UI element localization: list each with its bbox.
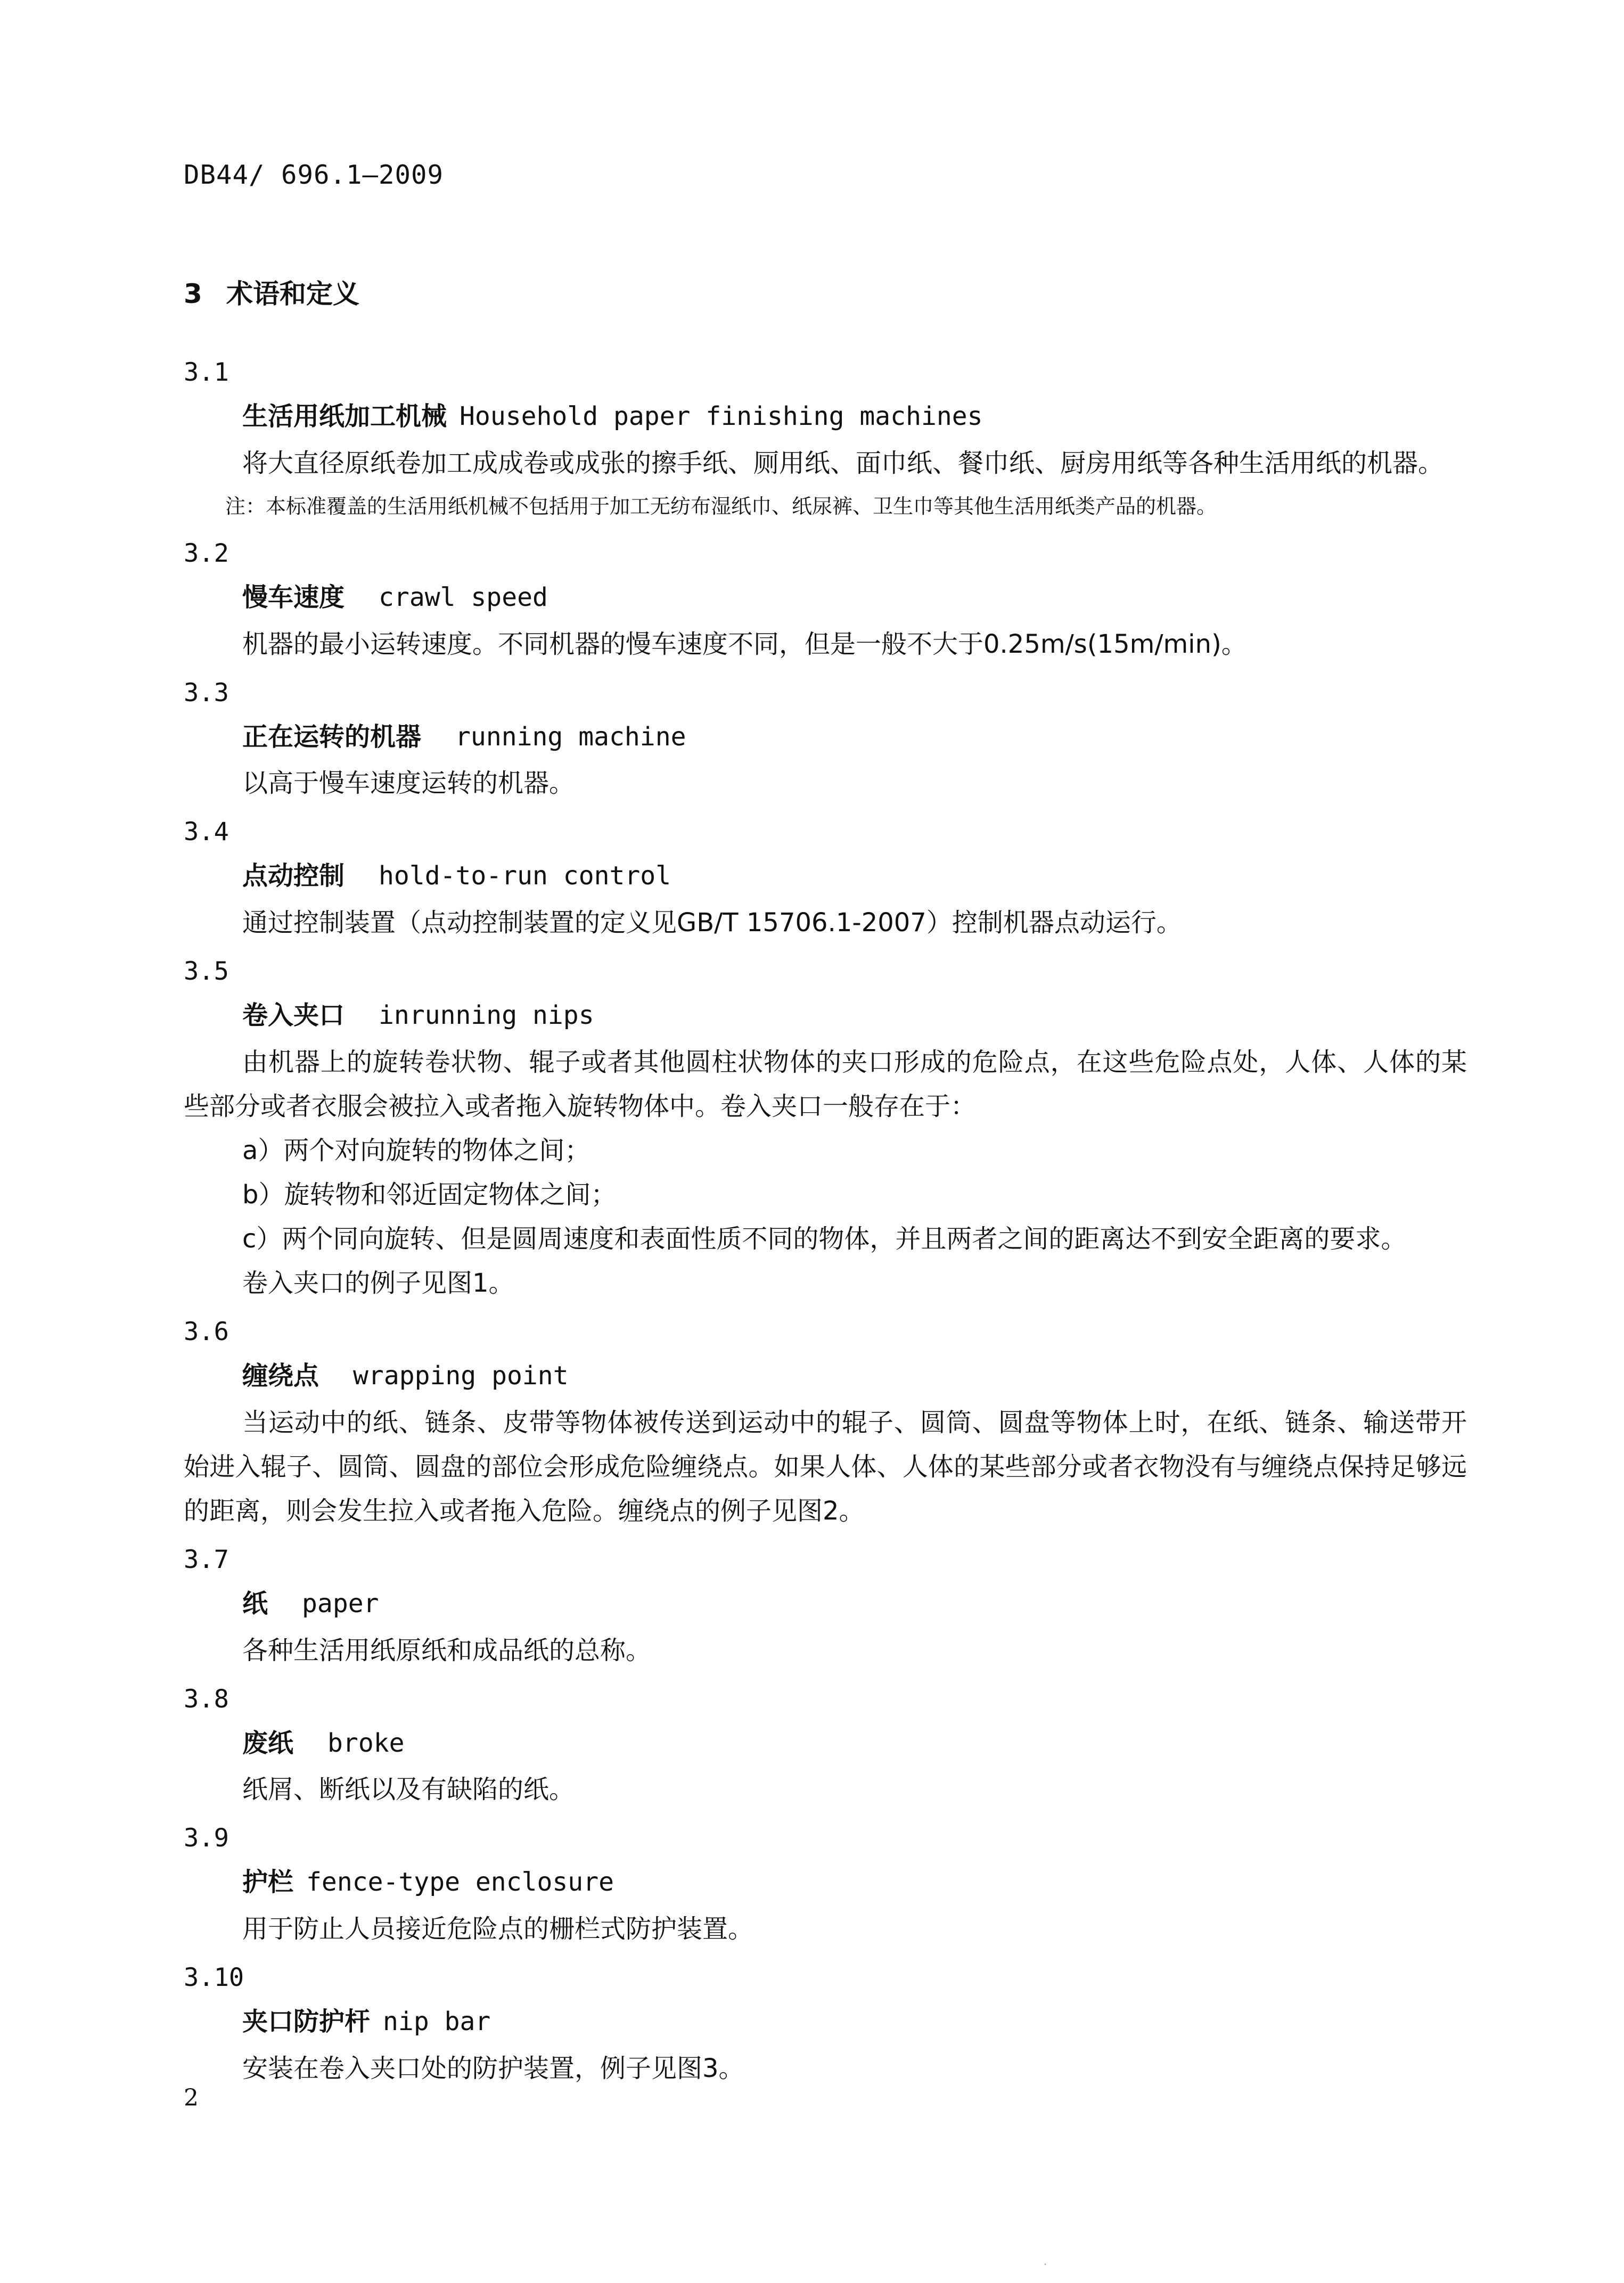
page-number: 2	[184, 2084, 199, 2112]
term-title-cn: 卷入夹口	[242, 1000, 345, 1031]
figure-reference: 卷入夹口的例子见图1。	[242, 1268, 514, 1298]
term-title	[184, 1729, 1467, 1758]
term-definition: 通过控制装置（点动控制装置的定义见GB/T 15706.1-2007）控制机器点动运行。	[242, 908, 1182, 938]
term-number: 3.7	[184, 1545, 229, 1574]
term-title	[184, 403, 1467, 431]
term-definition: 由机器上的旋转卷状物、辊子或者其他圆柱状物体的夹口形成的危险点，在这些危险点处，人体、人体的某些部分或者衣服会被拉入或者拖入旋转物体中。卷入夹口一般存在于：	[184, 1047, 1467, 1121]
term-title	[184, 1001, 1467, 1030]
term-definition: 纸屑、断纸以及有缺陷的纸。	[242, 1775, 575, 1805]
term-note: 注：本标准覆盖的生活用纸机械不包括用于加工无纺布湿纸巾、纸尿裤、卫生巾等其他生活用纸类产品的机器。	[225, 494, 1217, 518]
term-title-en: running machine	[455, 721, 686, 752]
term-title-en: Household paper finishing machines	[460, 401, 983, 431]
term-3-9	[184, 1826, 1467, 1951]
term-number: 3.3	[184, 678, 229, 708]
term-title	[184, 723, 1467, 751]
term-title-cn: 慢车速度	[242, 582, 345, 612]
term-title-cn: 生活用纸加工机械	[242, 401, 447, 431]
term-definition: 各种生活用纸原纸和成品纸的总称。	[242, 1635, 652, 1665]
term-title-cn: 点动控制	[242, 861, 345, 891]
term-3-5	[184, 959, 1467, 1305]
term-definition: 用于防止人员接近危险点的栅栏式防护装置。	[242, 1914, 754, 1944]
term-title-en: inrunning nips	[379, 1000, 594, 1031]
term-title-en: crawl speed	[379, 582, 548, 612]
term-title-en: wrapping point	[353, 1360, 569, 1391]
term-definition: 将大直径原纸卷加工成成卷或成张的擦手纸、厕用纸、面巾纸、餐巾纸、厨房用纸等各种生活用纸的机器。	[242, 448, 1444, 478]
term-3-3	[184, 680, 1467, 806]
scan-mark: .	[1044, 2255, 1047, 2268]
term-definition: 机器的最小运转速度。不同机器的慢车速度不同，但是一般不大于0.25m/s(15m/min)。	[242, 629, 1247, 659]
term-title-cn: 夹口防护杆	[242, 2007, 371, 2037]
term-title-en: broke	[327, 1728, 405, 1758]
list-item: b）旋转物和邻近固定物体之间；	[242, 1179, 617, 1210]
term-number: 3.2	[184, 538, 229, 568]
term-definition: 安装在卷入夹口处的防护装置，例子见图3。	[242, 2053, 744, 2083]
term-title-cn: 护栏	[242, 1867, 294, 1898]
section-title: 术语和定义	[226, 278, 359, 309]
term-3-1	[184, 360, 1467, 527]
term-number: 3.8	[184, 1684, 229, 1714]
list-item: c）两个同向旋转、但是圆周速度和表面性质不同的物体，并且两者之间的距离达不到安全距离的要求。	[242, 1223, 1407, 1254]
term-number: 3.4	[184, 817, 229, 847]
list-item: a）两个对向旋转的物体之间；	[242, 1135, 590, 1165]
term-title	[184, 1590, 1467, 1618]
term-title-cn: 正在运转的机器	[242, 721, 422, 752]
term-definition: 以高于慢车速度运转的机器。	[242, 768, 575, 799]
term-title-en: hold-to-run control	[379, 861, 671, 891]
section-number: 3	[184, 278, 202, 309]
term-number: 3.6	[184, 1317, 229, 1346]
term-title-cn: 废纸	[242, 1728, 294, 1758]
standard-code-header: DB44/ 696.1—2009	[184, 160, 444, 190]
section-heading	[184, 273, 359, 311]
term-number: 3.10	[184, 1963, 244, 1993]
term-3-2	[184, 538, 1467, 667]
term-title	[184, 584, 1467, 612]
term-title	[184, 862, 1467, 890]
term-title-cn: 纸	[242, 1588, 268, 1619]
term-number: 3.5	[184, 957, 229, 987]
term-title-cn: 缠绕点	[242, 1360, 319, 1391]
term-title-en: paper	[302, 1588, 379, 1619]
term-definition: 当运动中的纸、链条、皮带等物体被传送到运动中的辊子、圆筒、圆盘等物体上时，在纸、链条、输送带开始进入辊子、圆筒、圆盘的部位会形成危险缠绕点。如果人体、人体的某些部分或者衣物没有与缠绕点保持足够远的距离，则会发生拉入或者拖入危险。缠绕点的例子见图2。	[184, 1407, 1467, 1526]
term-number: 3.1	[184, 358, 229, 387]
term-title	[184, 1362, 1467, 1390]
term-title-en: fence-type enclosure	[306, 1867, 614, 1898]
term-number: 3.9	[184, 1824, 229, 1853]
term-title-en: nip bar	[383, 2007, 491, 2037]
term-3-10	[184, 1965, 1467, 2091]
term-3-4	[184, 819, 1467, 945]
terms-list	[184, 360, 1467, 2091]
term-title	[184, 1868, 1467, 1896]
term-3-6	[184, 1319, 1467, 1533]
term-title	[184, 2008, 1467, 2036]
term-3-7	[184, 1547, 1467, 1673]
term-3-8	[184, 1684, 1467, 1812]
